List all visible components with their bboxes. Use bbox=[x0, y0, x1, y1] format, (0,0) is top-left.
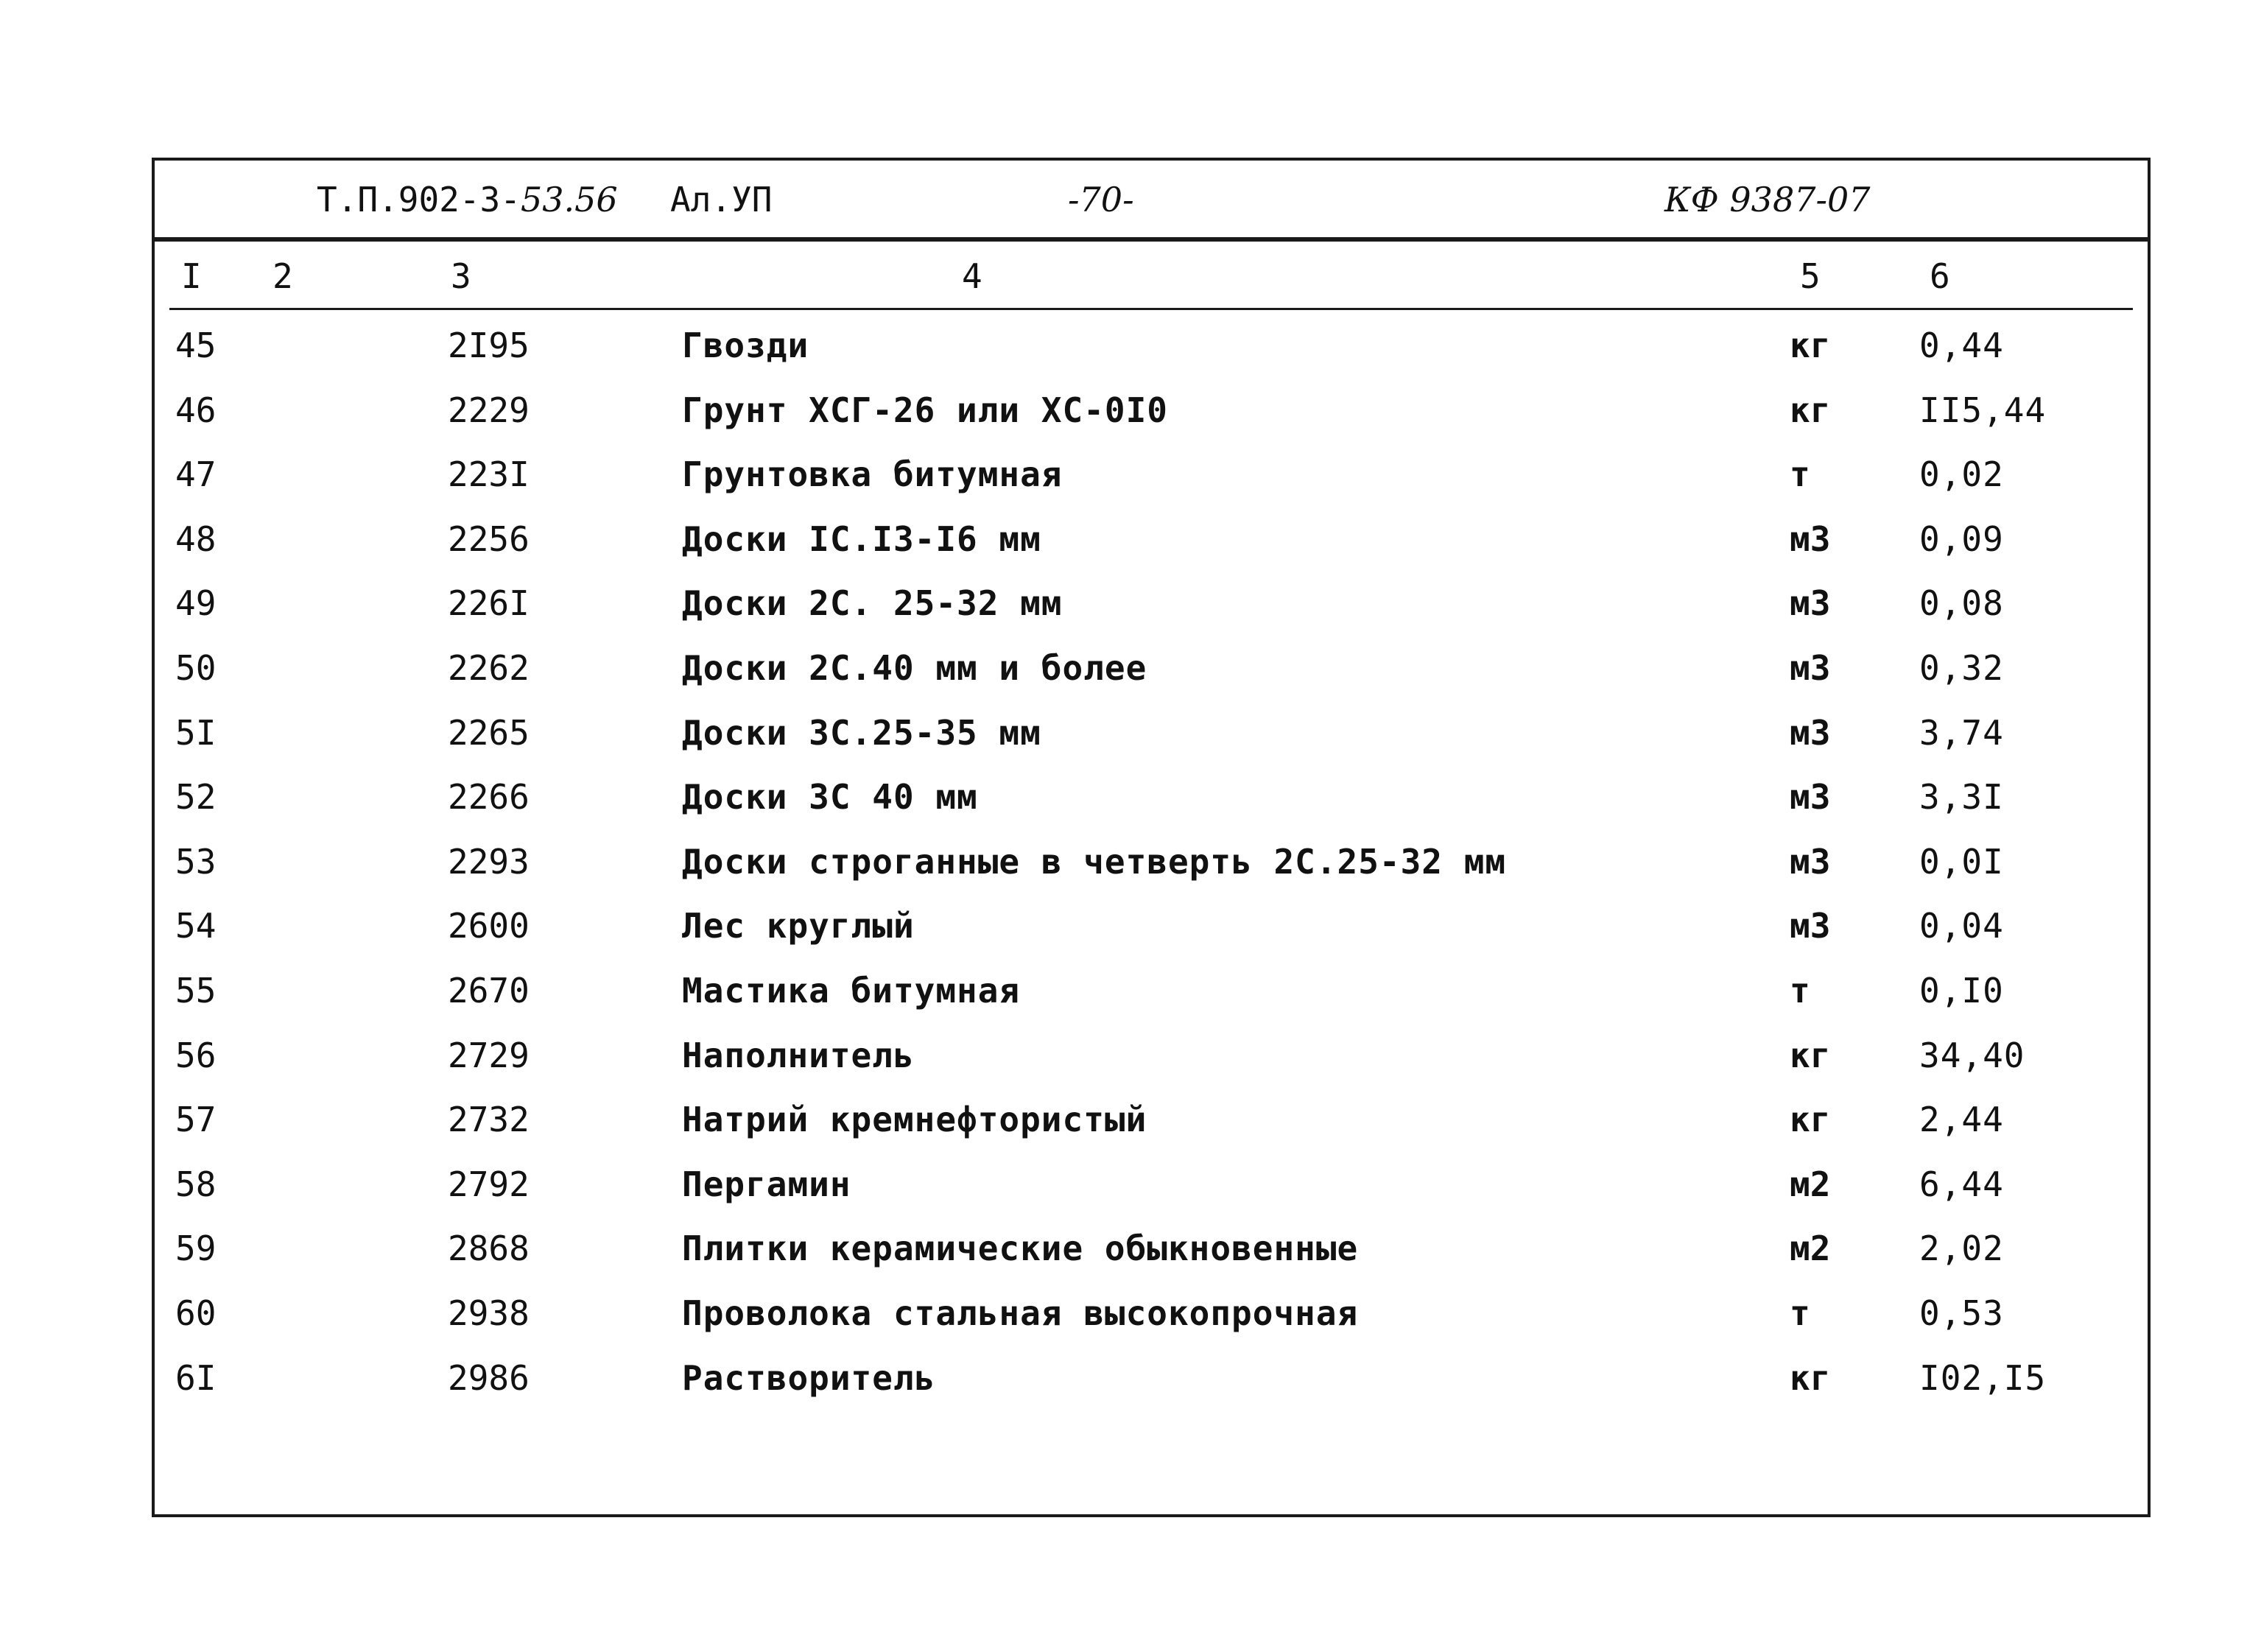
album-label: Ал.УП bbox=[670, 180, 773, 219]
resource-code: 2I95 bbox=[448, 326, 530, 365]
row-number: 55 bbox=[175, 970, 217, 1010]
unit: м3 bbox=[1790, 777, 1831, 818]
unit: кг bbox=[1790, 1100, 1831, 1140]
quantity: 0,I0 bbox=[1919, 970, 2004, 1010]
resource-code: 2938 bbox=[448, 1293, 530, 1333]
unit: м2 bbox=[1790, 1229, 1831, 1269]
resource-code: 2265 bbox=[448, 712, 530, 753]
quantity: 0,0I bbox=[1919, 841, 2004, 882]
quantity: 0,44 bbox=[1919, 326, 2004, 365]
quantity: 0,02 bbox=[1919, 454, 2004, 495]
resource-code: 2792 bbox=[448, 1164, 530, 1204]
unit: кг bbox=[1790, 1357, 1831, 1398]
materials-table bbox=[155, 315, 2148, 1412]
material-name: Проволока стальная высокопрочная bbox=[682, 1293, 1359, 1333]
material-name: Плитки керамические обыкновенные bbox=[682, 1229, 1359, 1269]
row-number: 50 bbox=[175, 647, 217, 688]
material-name: Пергамин bbox=[682, 1164, 851, 1204]
table-row bbox=[155, 1283, 2148, 1348]
column-header: 2 bbox=[272, 256, 293, 296]
material-name: Доски 2С.40 мм и более bbox=[682, 647, 1147, 688]
unit: м3 bbox=[1790, 583, 1831, 624]
material-name: Мастика битумная bbox=[682, 970, 1021, 1010]
material-name: Наполнитель bbox=[682, 1035, 915, 1075]
document-frame bbox=[152, 158, 2151, 1517]
resource-code: 2868 bbox=[448, 1229, 530, 1269]
quantity: I02,I5 bbox=[1919, 1357, 2047, 1398]
row-number: 48 bbox=[175, 519, 217, 559]
project-code bbox=[317, 180, 618, 219]
table-row bbox=[155, 573, 2148, 638]
unit: м3 bbox=[1790, 841, 1831, 882]
resource-code: 2729 bbox=[448, 1035, 530, 1075]
material-name: Доски строганные в четверть 2С.25-32 мм bbox=[682, 841, 1507, 882]
resource-code: 2256 bbox=[448, 519, 530, 559]
table-row bbox=[155, 1348, 2148, 1413]
document-code: КФ 9387-07 bbox=[1664, 180, 1871, 219]
material-name: Лес круглый bbox=[682, 906, 915, 946]
material-name: Доски IС.I3-I6 мм bbox=[682, 519, 1041, 559]
quantity: II5,44 bbox=[1919, 390, 2047, 430]
column-header: 5 bbox=[1800, 256, 1821, 296]
quantity: 0,04 bbox=[1919, 906, 2004, 946]
material-name: Натрий кремнефтористый bbox=[682, 1100, 1147, 1140]
project-code-handwritten: 53.56 bbox=[520, 180, 618, 219]
table-row bbox=[155, 1154, 2148, 1219]
quantity: 3,74 bbox=[1919, 712, 2004, 753]
page-number: -70- bbox=[1068, 180, 1134, 219]
resource-code: 2229 bbox=[448, 390, 530, 430]
unit: кг bbox=[1790, 1035, 1831, 1075]
resource-code: 223I bbox=[448, 454, 530, 495]
column-header: 6 bbox=[1930, 256, 1950, 296]
material-name: Доски 3С 40 мм bbox=[682, 777, 978, 818]
column-header-row bbox=[169, 239, 2133, 310]
column-header: I bbox=[181, 256, 202, 296]
unit: м3 bbox=[1790, 906, 1831, 946]
resource-code: 2262 bbox=[448, 647, 530, 688]
row-number: 59 bbox=[175, 1229, 217, 1269]
quantity: 0,09 bbox=[1919, 519, 2004, 559]
unit: м3 bbox=[1790, 647, 1831, 688]
material-name: Грунт ХСГ-26 или ХС-0I0 bbox=[682, 390, 1168, 430]
unit: м2 bbox=[1790, 1164, 1831, 1204]
row-number: 60 bbox=[175, 1293, 217, 1333]
quantity: 0,53 bbox=[1919, 1293, 2004, 1333]
unit: т bbox=[1790, 970, 1810, 1010]
unit: т bbox=[1790, 1293, 1810, 1333]
table-row bbox=[155, 1089, 2148, 1154]
material-name: Растворитель bbox=[682, 1357, 936, 1398]
unit: кг bbox=[1790, 390, 1831, 430]
row-number: 47 bbox=[175, 454, 217, 495]
table-row bbox=[155, 638, 2148, 703]
resource-code: 2670 bbox=[448, 970, 530, 1010]
row-number: 57 bbox=[175, 1100, 217, 1140]
quantity: 2,44 bbox=[1919, 1100, 2004, 1140]
material-name: Доски 3С.25-35 мм bbox=[682, 712, 1041, 753]
unit: м3 bbox=[1790, 519, 1831, 559]
column-header: 3 bbox=[451, 256, 471, 296]
row-number: 46 bbox=[175, 390, 217, 430]
quantity: 3,3I bbox=[1919, 777, 2004, 818]
unit: кг bbox=[1790, 326, 1831, 365]
material-name: Гвозди bbox=[682, 326, 809, 365]
row-number: 45 bbox=[175, 326, 217, 365]
quantity: 2,02 bbox=[1919, 1229, 2004, 1269]
material-name: Грунтовка битумная bbox=[682, 454, 1063, 495]
quantity: 0,08 bbox=[1919, 583, 2004, 624]
page-header bbox=[155, 161, 2148, 242]
row-number: 54 bbox=[175, 906, 217, 946]
resource-code: 2986 bbox=[448, 1357, 530, 1398]
row-number: 6I bbox=[175, 1357, 217, 1398]
table-row bbox=[155, 896, 2148, 960]
resource-code: 2732 bbox=[448, 1100, 530, 1140]
resource-code: 2266 bbox=[448, 777, 530, 818]
quantity: 6,44 bbox=[1919, 1164, 2004, 1204]
resource-code: 2600 bbox=[448, 906, 530, 946]
table-row bbox=[155, 960, 2148, 1025]
table-row bbox=[155, 1218, 2148, 1283]
row-number: 58 bbox=[175, 1164, 217, 1204]
row-number: 5I bbox=[175, 712, 217, 753]
table-row bbox=[155, 315, 2148, 380]
table-row bbox=[155, 767, 2148, 832]
quantity: 0,32 bbox=[1919, 647, 2004, 688]
table-row bbox=[155, 444, 2148, 509]
resource-code: 226I bbox=[448, 583, 530, 624]
resource-code: 2293 bbox=[448, 841, 530, 882]
material-name: Доски 2С. 25-32 мм bbox=[682, 583, 1063, 624]
column-header: 4 bbox=[962, 256, 982, 296]
row-number: 56 bbox=[175, 1035, 217, 1075]
row-number: 52 bbox=[175, 777, 217, 818]
quantity: 34,40 bbox=[1919, 1035, 2025, 1075]
row-number: 53 bbox=[175, 841, 217, 882]
table-row bbox=[155, 832, 2148, 896]
table-row bbox=[155, 380, 2148, 445]
unit: м3 bbox=[1790, 712, 1831, 753]
row-number: 49 bbox=[175, 583, 217, 624]
table-row bbox=[155, 703, 2148, 767]
table-row bbox=[155, 1025, 2148, 1090]
table-row bbox=[155, 509, 2148, 574]
project-code-printed: Т.П.902-3- bbox=[317, 180, 521, 219]
unit: т bbox=[1790, 454, 1810, 495]
